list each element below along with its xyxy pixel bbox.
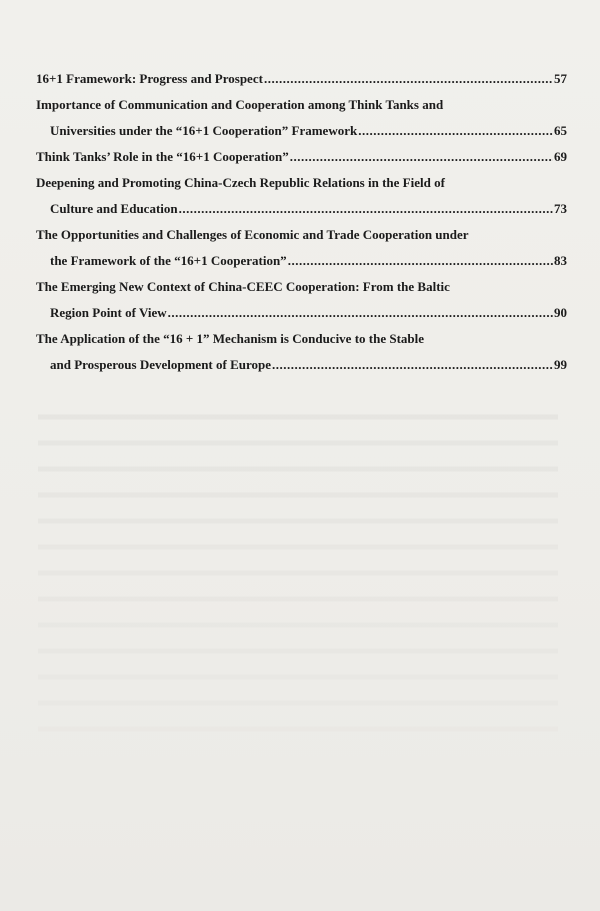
toc-entry-title: The Opportunities and Challenges of Economic and Trade Cooperation under — [36, 227, 469, 242]
dot-leader — [179, 196, 553, 222]
toc-entry[interactable] — [36, 274, 567, 326]
toc-entry-line — [36, 170, 567, 196]
toc-page-number: 83 — [554, 253, 567, 268]
toc-entry-title-continued: Culture and Education — [50, 201, 178, 216]
toc-entry[interactable] — [36, 170, 567, 222]
toc-page-number: 90 — [554, 305, 567, 320]
toc-entry[interactable] — [36, 326, 567, 378]
toc-entry-line — [36, 248, 567, 274]
toc-entry-line — [36, 92, 567, 118]
toc-entry-line — [36, 274, 567, 300]
toc-entry[interactable] — [36, 144, 567, 170]
toc-entry-title: Deepening and Promoting China-Czech Republic Relations in the Field of — [36, 175, 445, 190]
toc-entry-title-continued: Universities under the “16+1 Cooperation” Framework — [50, 123, 358, 138]
toc-entry-line — [36, 144, 567, 170]
toc-entry[interactable] — [36, 92, 567, 144]
toc-page-number: 65 — [554, 123, 567, 138]
toc-entry-title-continued: Region Point of View — [50, 305, 167, 320]
toc-entry-title: The Application of the “16 + 1” Mechanism is Conducive to the Stable — [36, 331, 425, 346]
toc-entry-title-continued: and Prosperous Development of Europe — [50, 357, 272, 372]
toc-entry-title: Importance of Communication and Cooperation among Think Tanks and — [36, 97, 444, 112]
toc-entry-title: 16+1 Framework: Progress and Prospect — [36, 71, 263, 86]
dot-leader — [272, 352, 553, 378]
toc-entry-line — [36, 66, 567, 92]
toc-page-number: 73 — [554, 201, 567, 216]
toc-entry[interactable] — [36, 222, 567, 274]
toc-page-number: 69 — [554, 149, 567, 164]
toc-entry-line — [36, 300, 567, 326]
toc-entry-title: Think Tanks’ Role in the “16+1 Cooperation” — [36, 149, 289, 164]
toc-entry-line — [36, 196, 567, 222]
toc-entry-title: The Emerging New Context of China-CEEC Cooperation: From the Baltic — [36, 279, 450, 294]
dot-leader — [290, 144, 553, 170]
table-of-contents — [36, 66, 567, 378]
dot-leader — [264, 66, 553, 92]
toc-entry-title-continued: the Framework of the “16+1 Cooperation” — [50, 253, 287, 268]
dot-leader — [358, 118, 553, 144]
toc-page-number: 57 — [554, 71, 567, 86]
dot-leader — [168, 300, 553, 326]
toc-entry-line — [36, 326, 567, 352]
toc-entry[interactable] — [36, 66, 567, 92]
toc-entry-line — [36, 222, 567, 248]
toc-entry-line — [36, 352, 567, 378]
toc-entry-line — [36, 118, 567, 144]
reverse-side-bleed-through — [38, 396, 558, 756]
toc-page-number: 99 — [554, 357, 567, 372]
dot-leader — [288, 248, 553, 274]
